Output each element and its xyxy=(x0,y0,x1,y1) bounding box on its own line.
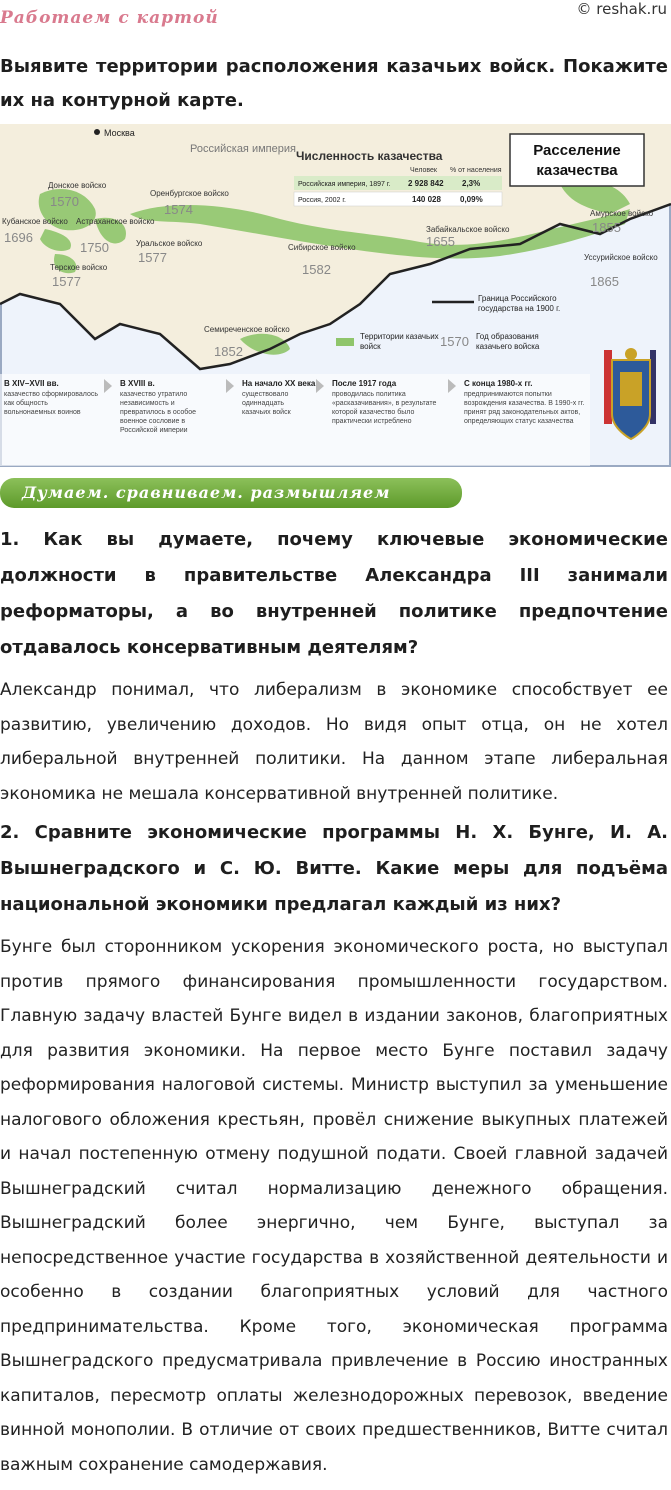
host-year: 1574 xyxy=(164,202,193,217)
timeline-text: казачество утратило независимость и превратилось в особое военное сословие в Российской империи xyxy=(120,391,197,434)
timeline-period: В XIV–XVII вв. xyxy=(4,379,59,388)
host-name: Оренбургское войско xyxy=(150,189,229,198)
host-year: 1852 xyxy=(214,344,243,359)
host-year: 1865 xyxy=(590,274,619,289)
host-year: 1577 xyxy=(138,250,167,265)
timeline-period: С конца 1980-х гг. xyxy=(464,379,533,388)
timeline-period: В XVIII в. xyxy=(120,379,155,388)
host-name: Забайкальское войско xyxy=(426,225,510,234)
table-header-pct: % от населения xyxy=(450,167,502,174)
host-name: Терское войско xyxy=(50,263,108,272)
table-header-people: Человек xyxy=(410,167,437,174)
host-name: Амурское войско xyxy=(590,209,654,218)
answer-2: Бунге был сторонником ускорения экономического роста, но выступал против прямого финансирования промышленности государством. Главную задачу властей Бунге видел в издании законов, благоприятных для развития экономики. На первое место Бунге поставил задачу реформирования налоговой системы. Министр выступил за уменьшение налогового обложения крестьян, провёл снижение выкупных платежей и начал постепенную отмену подушной подати. Своей главной задачей Вышнеградский считал нормализацию денежного обращения. Вышнеградский более энергично, чем Бунге, выступал за непосредственное участие государства в хозяйственной деятельности и особенно в создании благоприятных условий для частного предпринимательства. Кроме того, экономическая программа Вышнеградского предусматривала привлечение в Россию иностранных капиталов, пересмотр оплаты железнодорожных перевозок, введение винной монополии. В отличие от своих предшественников, Витте считал важным сохранение самодержавия. xyxy=(0,937,668,1475)
question-1: 1. Как вы думаете, почему ключевые экономические должности в правительстве Александра III занимали реформаторы, а во внутренней политике предпочтение отдавалось консервативным деятелям? xyxy=(0,529,668,658)
table-row-label: Россия, 2002 г. xyxy=(298,197,347,204)
legend-year-sample: 1570 xyxy=(440,334,469,349)
timeline-period: После 1917 года xyxy=(332,379,397,388)
moscow-dot xyxy=(94,129,100,135)
host-year: 1655 xyxy=(426,234,455,249)
host-name: Уссурийское войско xyxy=(584,253,658,262)
map-title-1: Расселение xyxy=(533,142,621,159)
host-year: 1855 xyxy=(592,220,621,235)
timeline-text: проводилась политика «расказачивания», в результате которой казачество было практически истреблено xyxy=(332,391,437,425)
think-compare-reflect-banner: Думаем. сравниваем. размышляем xyxy=(0,478,462,508)
table-row-pct: 2,3% xyxy=(462,179,481,188)
host-name: Уральское войско xyxy=(136,239,203,248)
map-title-2: казачества xyxy=(536,162,618,179)
table-row-label: Российская империя, 1897 г. xyxy=(298,181,391,188)
timeline-text: существовало одиннадцать казачьих войск xyxy=(242,391,291,416)
host-year: 1696 xyxy=(4,230,33,245)
cossack-map xyxy=(0,124,671,467)
host-year: 1582 xyxy=(302,262,331,277)
coat-of-arms-image xyxy=(596,338,660,448)
site-credit: © reshak.ru xyxy=(576,0,667,18)
city-moscow: Москва xyxy=(104,128,135,138)
question-2: 2. Сравните экономические программы Н. Х. Бунге, И. А. Вышнеградского и С. Ю. Витте. Какие меры для подъёма национальной экономики предлагал каждый из них? xyxy=(0,822,668,915)
table-row-pct: 0,09% xyxy=(460,195,483,204)
timeline-text: предпринимаются попытки возрождения казачества. В 1990-х гг. принят ряд законодательных актов, определяющих статус казачества xyxy=(464,391,585,425)
task-text: Выявите территории расположения казачьих войск. Покажите их на контурной карте. xyxy=(0,56,668,111)
host-name: Семиреченское войско xyxy=(204,325,290,334)
legend-border: Граница Российского государства на 1900 г. xyxy=(478,294,561,313)
timeline-text: казачество сформировалось как общность вольнонаемных воинов xyxy=(4,391,98,416)
empire-label: Российская империя xyxy=(190,143,296,155)
section-title: Работаем с картой xyxy=(0,8,219,28)
timeline-period: На начало XX века xyxy=(242,379,316,388)
table-title: Численность казачества xyxy=(296,149,443,163)
table-row-people: 2 928 842 xyxy=(408,179,444,188)
host-name: Астраханское войско xyxy=(76,217,155,226)
legend-year-desc: Год образования казачьего войска xyxy=(476,332,540,351)
host-name: Кубанское войско xyxy=(2,217,68,226)
host-year: 1570 xyxy=(50,194,79,209)
table-row-people: 140 028 xyxy=(412,195,441,204)
host-name: Сибирское войско xyxy=(288,243,356,252)
host-year: 1577 xyxy=(52,274,81,289)
host-year: 1750 xyxy=(80,240,109,255)
legend-territory: Территории казачьих войск xyxy=(360,332,439,351)
host-name: Донское войско xyxy=(48,181,107,190)
answer-1: Александр понимал, что либерализм в экономике способствует ее развитию, увеличению доходов. Но видя опыт отца, он не хотел либеральной внутренней политики. На данном этапе либеральная экономика не мешала консервативной внутренней политике. xyxy=(0,680,668,804)
